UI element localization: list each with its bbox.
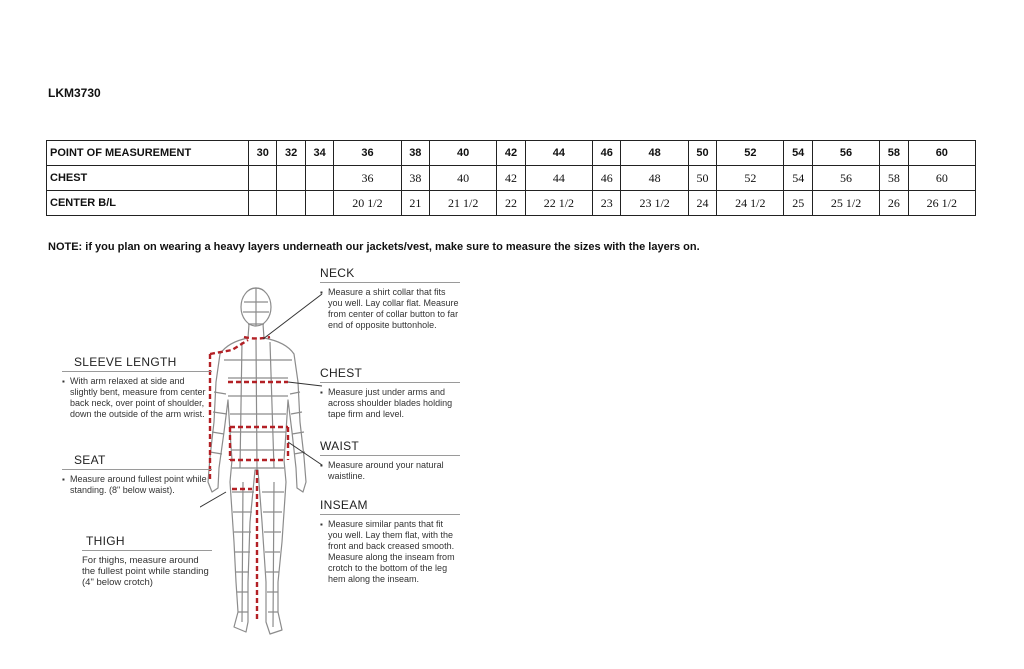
product-code: LKM3730 xyxy=(48,86,101,100)
thigh-title: THIGH xyxy=(86,534,125,548)
table-cell: 21 1/2 xyxy=(430,191,497,216)
table-cell: 40 xyxy=(430,166,497,191)
table-cell: 22 1/2 xyxy=(525,191,592,216)
table-cell: 42 xyxy=(497,166,525,191)
table-cell: 46 xyxy=(593,166,621,191)
inseam-section xyxy=(320,498,460,585)
table-cell: 48 xyxy=(621,166,688,191)
chest-section xyxy=(320,366,460,420)
table-header-row xyxy=(47,141,976,166)
table-cell xyxy=(305,191,333,216)
size-chart-table xyxy=(46,140,976,216)
table-cell xyxy=(305,166,333,191)
size-header-cell: 42 xyxy=(497,141,525,166)
table-cell: 44 xyxy=(525,166,592,191)
table-cell: 50 xyxy=(688,166,716,191)
table-cell: 25 xyxy=(784,191,812,216)
bullet-icon: ▪ xyxy=(320,461,323,470)
neck-title: NECK xyxy=(320,266,355,280)
size-header-cell: 46 xyxy=(593,141,621,166)
size-header-cell: 40 xyxy=(430,141,497,166)
row-label-cell: CHEST xyxy=(47,166,249,191)
size-header-cell: 44 xyxy=(525,141,592,166)
seat-section xyxy=(62,453,212,496)
thigh-section xyxy=(82,534,212,588)
inseam-title: INSEAM xyxy=(320,498,368,512)
waist-text: Measure around your natural waistline. xyxy=(328,460,444,481)
table-cell: 21 xyxy=(401,191,429,216)
waist-section xyxy=(320,439,460,482)
table-cell: 58 xyxy=(880,166,908,191)
bullet-icon: ▪ xyxy=(320,388,323,397)
layering-note: NOTE: if you plan on wearing a heavy layers underneath our jackets/vest, make sure to measure the sizes with the layers on. xyxy=(48,241,700,253)
size-header-cell: 38 xyxy=(401,141,429,166)
seat-title: SEAT xyxy=(74,453,106,467)
bullet-icon: ▪ xyxy=(320,288,323,297)
bullet-icon: ▪ xyxy=(62,475,65,484)
size-header-cell: 30 xyxy=(249,141,277,166)
table-cell: 36 xyxy=(334,166,401,191)
neck-text: Measure a shirt collar that fits you well. Lay collar flat. Measure from center of collar button to far end of opposite buttonhole. xyxy=(328,287,459,330)
table-cell: 22 xyxy=(497,191,525,216)
size-header-cell: 50 xyxy=(688,141,716,166)
table-cell xyxy=(249,166,277,191)
table-row xyxy=(47,191,976,216)
table-row xyxy=(47,166,976,191)
size-header-cell: 54 xyxy=(784,141,812,166)
table-cell: 38 xyxy=(401,166,429,191)
sleeve-title: SLEEVE LENGTH xyxy=(74,355,177,369)
chest-text: Measure just under arms and across shoulder blades holding tape firm and level. xyxy=(328,387,453,419)
row-label-cell: CENTER B/L xyxy=(47,191,249,216)
table-cell xyxy=(277,166,305,191)
table-cell: 26 xyxy=(880,191,908,216)
table-cell: 54 xyxy=(784,166,812,191)
table-cell: 26 1/2 xyxy=(908,191,975,216)
table-cell: 60 xyxy=(908,166,975,191)
table-cell xyxy=(249,191,277,216)
body-figure-illustration xyxy=(200,282,330,652)
neck-section xyxy=(320,266,460,331)
size-header-cell: 32 xyxy=(277,141,305,166)
size-header-cell: 36 xyxy=(334,141,401,166)
header-label-cell: POINT OF MEASUREMENT xyxy=(47,141,249,166)
bullet-icon: ▪ xyxy=(62,377,65,386)
inseam-text: Measure similar pants that fit you well. Lay them flat, with the front and back creased smooth. Measure along the inseam from crotch to the bottom of the leg hem along the inseam. xyxy=(328,519,455,584)
table-cell: 20 1/2 xyxy=(334,191,401,216)
chest-title: CHEST xyxy=(320,366,363,380)
table-cell xyxy=(277,191,305,216)
table-cell: 25 1/2 xyxy=(812,191,879,216)
sleeve-text: With arm relaxed at side and slightly bent, measure from center back neck, over point of shoulder, down the outside of the arm wrist. xyxy=(70,376,206,419)
size-header-cell: 58 xyxy=(880,141,908,166)
table-cell: 24 1/2 xyxy=(717,191,784,216)
table-cell: 52 xyxy=(717,166,784,191)
size-header-cell: 60 xyxy=(908,141,975,166)
thigh-text: For thighs, measure around the fullest point while standing (4" below crotch) xyxy=(82,555,209,588)
table-cell: 23 xyxy=(593,191,621,216)
size-header-cell: 48 xyxy=(621,141,688,166)
size-header-cell: 56 xyxy=(812,141,879,166)
table-cell: 56 xyxy=(812,166,879,191)
size-header-cell: 52 xyxy=(717,141,784,166)
table-cell: 23 1/2 xyxy=(621,191,688,216)
bullet-icon: ▪ xyxy=(320,520,323,529)
sleeve-section xyxy=(62,355,212,420)
seat-text: Measure around fullest point while standing. (8" below waist). xyxy=(70,474,207,495)
size-header-cell: 34 xyxy=(305,141,333,166)
table-cell: 24 xyxy=(688,191,716,216)
waist-title: WAIST xyxy=(320,439,360,453)
